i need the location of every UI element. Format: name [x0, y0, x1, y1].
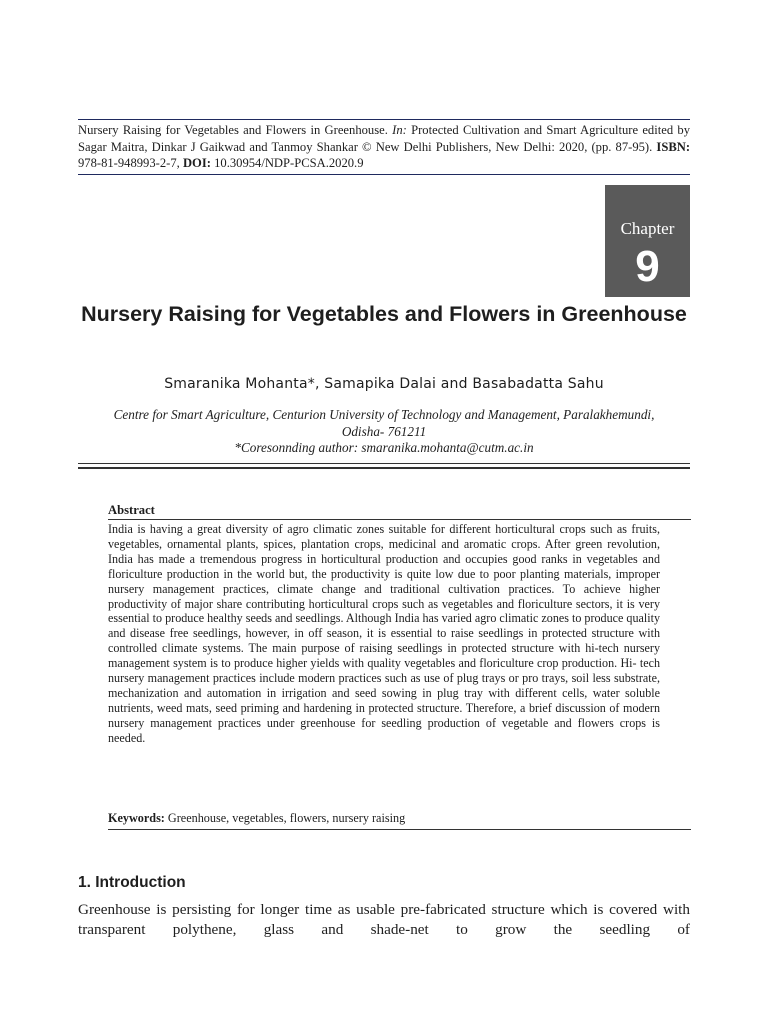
author-list: Smaranika Mohanta*, Samapika Dalai and Basabadatta Sahu — [164, 376, 604, 392]
abstract-bottom-rule — [108, 829, 691, 830]
header-divider-thick — [78, 467, 690, 469]
citation-bottom-rule — [78, 174, 690, 175]
citation-isbn-label: ISBN: — [656, 139, 691, 154]
introduction-text: Greenhouse is persisting for longer time as usable pre-fabricated structure which is covered with transparent polythene, glass and shade-net to grow the seedling of — [78, 901, 690, 938]
section-heading-introduction: 1. Introduction — [78, 874, 186, 891]
affiliation-block — [78, 407, 690, 457]
keywords-label: Keywords: — [108, 811, 165, 825]
paper-title: Nursery Raising for Vegetables and Flowers in Greenhouse — [81, 302, 687, 326]
affiliation-line-2: Odisha- 761211 — [341, 423, 427, 439]
citation-in-label: In: — [392, 123, 407, 137]
abstract-top-rule — [108, 519, 691, 520]
header-divider-thin — [78, 463, 690, 464]
affiliation-line-1: Centre for Smart Agriculture, Centurion University of Technology and Management, Paralakhemundi, — [113, 407, 655, 422]
corresponding-author: *Coresonnding author: smaranika.mohanta@cutm.ac.in — [234, 440, 534, 455]
citation-isbn: 978-81-948993-2-7, — [78, 156, 180, 170]
keywords-line — [108, 811, 660, 826]
citation-doi: 10.30954/NDP-PCSA.2020.9 — [214, 156, 364, 170]
citation-top-rule — [78, 119, 690, 120]
chapter-number: 9 — [635, 242, 660, 291]
keywords-text: Greenhouse, vegetables, flowers, nursery raising — [167, 811, 406, 825]
abstract-heading: Abstract — [108, 503, 155, 517]
citation-title: Nursery Raising for Vegetables and Flowers in Greenhouse. — [78, 123, 388, 137]
chapter-badge — [605, 185, 690, 297]
chapter-label: Chapter — [620, 219, 675, 238]
citation-source: Protected Cultivation and Smart Agriculture edited by Sagar Maitra, Dinkar J Gaikwad and Tanmoy Shankar © New Delhi Publishers, New Delhi: 2020, (pp. 87-95). — [78, 123, 690, 154]
abstract-text: India is having a great diversity of agro climatic zones suitable for different horticultural crops such as fruits, vegetables, ornamental plants, spices, plantation crops, medicinal and aromatic crops. After green revolution, India has made a tremendous progress in horticultural production and occupies good ranks in vegetables and floriculture production in the world but, the productivity is quite low due to poor planting materials, improper nursery management practices, climate change and traditional cultivation practices. To achieve higher productivity of major share contributing horticultural crops such as vegetables and floriculture sectors, it is very essential to produce healthy seeds and seedlings. Although India has varied agro climatic zones to produce quality and disease free seedlings, however, in off season, it is essential to raise seedlings in protected structure with controlled climate systems. The main purpose of raising seedlings in protected structure with hi-tech nursery management system is to produce higher yields with quality vegetables and floriculture crop production. Hi- tech nursery management practices include modern practices such as use of plug trays or pro trays, soil less substrate, mechanization and automation in irrigation and seed sowing in plug tray with different cells, water soluble nutrients, weed mats, seed priming and hardening in protected structure. Therefore, a brief discussion of modern nursery management practices under greenhouse for seedling production of vegetable and flowers crops is needed. — [108, 522, 660, 745]
citation-doi-label: DOI: — [182, 156, 211, 170]
citation-block — [78, 122, 690, 172]
